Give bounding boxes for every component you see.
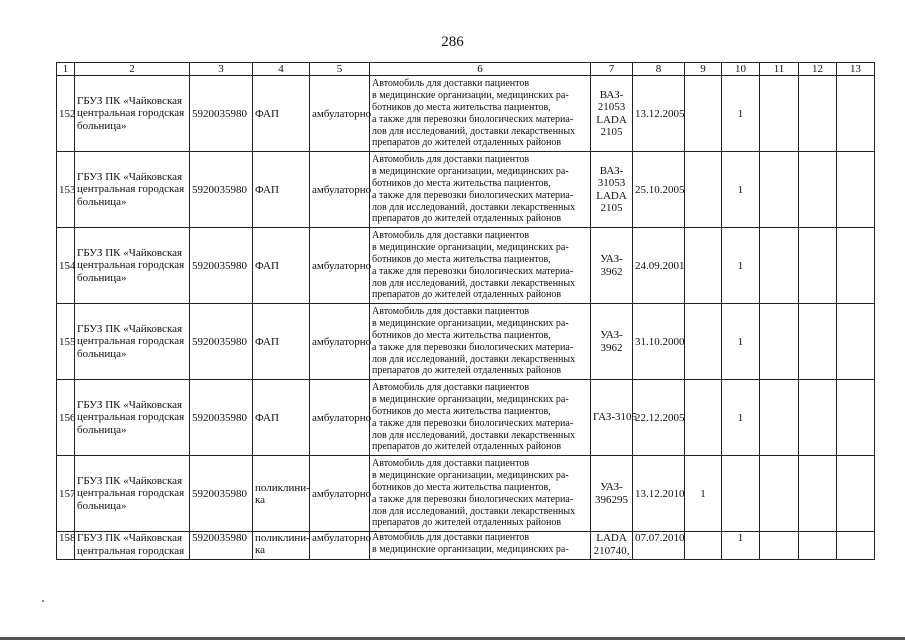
vehicle-purpose-line: препаратов до жителей отдаленных районов (372, 365, 562, 377)
inn-code: 5920035980 (190, 380, 253, 456)
inn-code: 5920035980 (190, 304, 253, 380)
column-10-value: 1 (722, 76, 760, 152)
inn-code: 5920035980 (190, 532, 253, 560)
vehicle-model (591, 532, 633, 560)
organization-name (75, 304, 190, 380)
unit-type-line: ФАП (255, 411, 279, 424)
vehicle-model-line: УАЗ- (600, 481, 623, 494)
vehicle-purpose-line: препаратов до жителей отдаленных районов (372, 289, 562, 301)
vehicle-purpose-line: а также для перевозки биологических материа- (372, 341, 574, 353)
column-13-value (837, 532, 875, 560)
column-header-5: 5 (310, 63, 370, 76)
vehicle-purpose-line: лов для исследований, доставки лекарственных (372, 505, 576, 517)
unit-type (253, 228, 310, 304)
column-number-header-row (57, 63, 875, 76)
vehicle-model-line: ВАЗ- (599, 164, 624, 177)
column-11-value (760, 456, 799, 532)
registration-date: 22.12.2005 (633, 380, 685, 456)
vehicle-model-line: 31053 (597, 177, 626, 190)
vehicle-model-line: 210740, (593, 544, 630, 557)
table-row (57, 456, 875, 532)
column-10-value: 1 (722, 228, 760, 304)
vehicle-purpose-line: Автомобиль для доставки пациентов (372, 532, 530, 544)
unit-type-line: ФАП (255, 183, 279, 196)
vehicle-model-line: 396295 (595, 493, 628, 506)
registration-date: 24.09.2001 (633, 228, 685, 304)
column-9-value (685, 532, 722, 560)
organization-name (75, 380, 190, 456)
column-11-value (760, 76, 799, 152)
column-header-3: 3 (190, 63, 253, 76)
vehicle-purpose-line: Автомобиль для доставки пациентов (372, 382, 530, 394)
row-number: 158 (57, 532, 75, 560)
care-mode: амбулаторно (310, 304, 370, 380)
vehicle-purpose-line: в медицинские организации, медицинских ра- (372, 544, 569, 556)
vehicle-model-line: 3962 (600, 265, 623, 278)
column-header-7: 7 (591, 63, 633, 76)
table-body (57, 76, 875, 560)
vehicle-model-line: LADA (596, 189, 627, 202)
vehicle-model-line: ВАЗ- (599, 88, 624, 101)
column-11-value (760, 380, 799, 456)
column-10-value: 1 (722, 532, 760, 560)
column-13-value (837, 456, 875, 532)
vehicle-model-line: ГАЗ-3105 (593, 411, 638, 424)
vehicle-purpose-line: препаратов до жителей отдаленных районов (372, 137, 562, 149)
row-number: 157 (57, 456, 75, 532)
vehicle-model-line: 21053 (597, 101, 626, 114)
registration-date: 31.10.2000 (633, 304, 685, 380)
inn-code: 5920035980 (190, 228, 253, 304)
vehicle-model (591, 228, 633, 304)
vehicle-purpose-line: в медицинские организации, медицинских ра- (372, 470, 569, 482)
column-9-value (685, 152, 722, 228)
column-12-value (799, 380, 837, 456)
column-9-value (685, 228, 722, 304)
unit-type-line: ФАП (255, 259, 279, 272)
vehicle-purpose-line: Автомобиль для доставки пациентов (372, 458, 530, 470)
organization-name (75, 152, 190, 228)
vehicle-model-line: 3962 (600, 341, 623, 354)
column-11-value (760, 532, 799, 560)
organization-name-line: больница» (77, 120, 127, 133)
column-9-value (685, 76, 722, 152)
organization-name (75, 76, 190, 152)
vehicle-model (591, 304, 633, 380)
vehicle-purpose (370, 304, 591, 380)
care-mode: амбулаторно (310, 532, 370, 560)
vehicle-purpose-line: препаратов до жителей отдаленных районов (372, 441, 562, 453)
organization-name-line: центральная городская (77, 335, 185, 348)
column-header-6: 6 (370, 63, 591, 76)
column-11-value (760, 228, 799, 304)
vehicle-purpose-line: ботников до места жительства пациентов, (372, 406, 551, 418)
vehicle-purpose-line: лов для исследований, доставки лекарственных (372, 125, 576, 137)
vehicle-model-line: 2105 (600, 126, 623, 139)
table-row (57, 304, 875, 380)
vehicle-purpose-line: в медицинские организации, медицинских ра- (372, 90, 569, 102)
vehicle-model (591, 152, 633, 228)
column-10-value (722, 456, 760, 532)
vehicle-purpose-line: а также для перевозки биологических материа- (372, 265, 574, 277)
unit-type-line: ФАП (255, 335, 279, 348)
vehicle-purpose-line: ботников до места жительства пациентов, (372, 330, 551, 342)
care-mode: амбулаторно (310, 228, 370, 304)
table-row (57, 380, 875, 456)
organization-name (75, 532, 190, 560)
column-12-value (799, 152, 837, 228)
vehicle-model-line: УАЗ- (600, 329, 623, 342)
registration-date: 13.12.2005 (633, 76, 685, 152)
column-header-13: 13 (837, 63, 875, 76)
vehicle-purpose-line: в медицинские организации, медицинских ра- (372, 318, 569, 330)
unit-type-line: ка (255, 493, 266, 506)
vehicle-purpose-line: в медицинские организации, медицинских ра- (372, 394, 569, 406)
organization-name-line: центральная городская (77, 411, 185, 424)
vehicle-purpose (370, 152, 591, 228)
unit-type-line: поликлини- (255, 481, 310, 494)
inn-code: 5920035980 (190, 152, 253, 228)
organization-name-line: больница» (77, 272, 127, 285)
vehicle-purpose-line: Автомобиль для доставки пациентов (372, 78, 530, 90)
organization-name-line: центральная городская (77, 487, 185, 500)
page-number: 286 (441, 34, 464, 50)
inn-code: 5920035980 (190, 456, 253, 532)
organization-name-line: ГБУЗ ПК «Чайковская (77, 532, 183, 545)
column-10-value: 1 (722, 380, 760, 456)
column-12-value (799, 76, 837, 152)
registration-date: 25.10.2005 (633, 152, 685, 228)
column-12-value (799, 228, 837, 304)
column-11-value (760, 304, 799, 380)
care-mode: амбулаторно (310, 76, 370, 152)
organization-name-line: ГБУЗ ПК «Чайковская (77, 474, 183, 487)
column-10-value: 1 (722, 152, 760, 228)
vehicle-purpose-line: ботников до места жительства пациентов, (372, 102, 551, 114)
vehicle-purpose-line: ботников до места жительства пациентов, (372, 482, 551, 494)
vehicle-model-line: LADA (596, 532, 627, 545)
unit-type-line: поликлини- (255, 532, 310, 545)
vehicle-purpose (370, 76, 591, 152)
vehicle-purpose-line: ботников до места жительства пациентов, (372, 254, 551, 266)
vehicle-purpose-line: лов для исследований, доставки лекарственных (372, 277, 576, 289)
vehicle-model-line: LADA (596, 113, 627, 126)
column-13-value (837, 380, 875, 456)
row-number: 152 (57, 76, 75, 152)
organization-name-line: больница» (77, 348, 127, 361)
column-12-value (799, 304, 837, 380)
organization-name-line: центральная городская (77, 183, 185, 196)
care-mode: амбулаторно (310, 152, 370, 228)
unit-type-line: ФАП (255, 107, 279, 120)
unit-type (253, 152, 310, 228)
vehicle-model-line: 2105 (600, 202, 623, 215)
vehicle-model-line: УАЗ- (600, 253, 623, 266)
unit-type-line: ка (255, 544, 266, 557)
organization-name-line: больница» (77, 500, 127, 513)
organization-name-line: ГБУЗ ПК «Чайковская (77, 94, 183, 107)
vehicle-purpose (370, 456, 591, 532)
vehicle-model (591, 76, 633, 152)
column-header-12: 12 (799, 63, 837, 76)
column-header-11: 11 (760, 63, 799, 76)
column-header-1: 1 (57, 63, 75, 76)
vehicle-model (591, 456, 633, 532)
vehicle-purpose (370, 380, 591, 456)
organization-name-line: больница» (77, 196, 127, 209)
column-9-value (685, 380, 722, 456)
inn-code: 5920035980 (190, 76, 253, 152)
column-header-4: 4 (253, 63, 310, 76)
organization-name (75, 228, 190, 304)
unit-type (253, 304, 310, 380)
column-10-value: 1 (722, 304, 760, 380)
table-row (57, 228, 875, 304)
row-number: 154 (57, 228, 75, 304)
care-mode: амбулаторно (310, 456, 370, 532)
vehicle-purpose-line: лов для исследований, доставки лекарственных (372, 429, 576, 441)
vehicle-purpose-line: Автомобиль для доставки пациентов (372, 306, 530, 318)
vehicle-purpose-line: в медицинские организации, медицинских ра- (372, 242, 569, 254)
organization-name-line: ГБУЗ ПК «Чайковская (77, 398, 183, 411)
column-header-2: 2 (75, 63, 190, 76)
vehicle-purpose-line: лов для исследований, доставки лекарственных (372, 201, 576, 213)
row-number: 153 (57, 152, 75, 228)
vehicle-model (591, 380, 638, 456)
registration-date: 13.12.2010 (633, 456, 685, 532)
vehicle-purpose (370, 228, 591, 304)
column-13-value (837, 304, 875, 380)
care-mode: амбулаторно (310, 380, 370, 456)
vehicle-purpose-line: а также для перевозки биологических материа- (372, 189, 574, 201)
column-13-value (837, 76, 875, 152)
column-13-value (837, 152, 875, 228)
column-header-8: 8 (633, 63, 685, 76)
unit-type (253, 76, 310, 152)
organization-name-line: больница» (77, 424, 127, 437)
organization-name-line: ГБУЗ ПК «Чайковская (77, 322, 183, 335)
column-header-10: 10 (722, 63, 760, 76)
column-9-value (685, 304, 722, 380)
vehicle-purpose-line: Автомобиль для доставки пациентов (372, 154, 530, 166)
organization-name (75, 456, 190, 532)
vehicle-purpose-line: ботников до места жительства пациентов, (372, 178, 551, 190)
column-header-9: 9 (685, 63, 722, 76)
unit-type (253, 456, 310, 532)
organization-name-line: центральная городская (77, 107, 185, 120)
vehicle-purpose-line: а также для перевозки биологических материа- (372, 113, 574, 125)
vehicle-purpose-line: а также для перевозки биологических материа- (372, 493, 574, 505)
scan-speck (42, 600, 44, 602)
organization-name-line: центральная городская (77, 259, 185, 272)
vehicle-purpose-line: а также для перевозки биологических материа- (372, 417, 574, 429)
row-number: 155 (57, 304, 75, 380)
row-number: 156 (57, 380, 75, 456)
vehicle-registry-table (56, 62, 875, 560)
vehicle-purpose-line: Автомобиль для доставки пациентов (372, 230, 530, 242)
unit-type (253, 380, 310, 456)
table-row (57, 152, 875, 228)
organization-name-line: ГБУЗ ПК «Чайковская (77, 246, 183, 259)
vehicle-purpose-line: препаратов до жителей отдаленных районов (372, 517, 562, 529)
table-row (57, 532, 875, 560)
vehicle-purpose-line: препаратов до жителей отдаленных районов (372, 213, 562, 225)
organization-name-line: центральная городская (77, 544, 185, 557)
column-11-value (760, 152, 799, 228)
unit-type (253, 532, 310, 560)
registration-date: 07.07.2010 (633, 532, 685, 560)
vehicle-purpose-line: лов для исследований, доставки лекарственных (372, 353, 576, 365)
column-12-value (799, 532, 837, 560)
table-row (57, 76, 875, 152)
column-9-value: 1 (685, 456, 722, 532)
column-13-value (837, 228, 875, 304)
organization-name-line: ГБУЗ ПК «Чайковская (77, 170, 183, 183)
column-12-value (799, 456, 837, 532)
vehicle-purpose-line: в медицинские организации, медицинских ра- (372, 166, 569, 178)
vehicle-purpose (370, 532, 591, 560)
